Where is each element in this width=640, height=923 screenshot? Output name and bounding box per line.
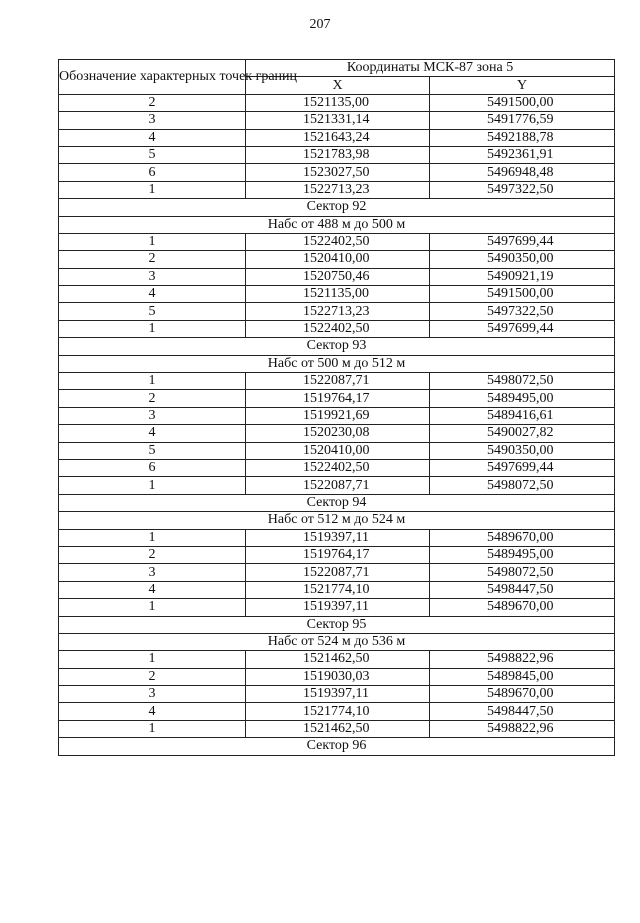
- y-coordinate-cell: 5498822,96: [430, 651, 615, 668]
- table-row: [59, 703, 615, 720]
- header-coordinates-system: Координаты МСК-87 зона 5: [246, 60, 615, 77]
- section-row: [59, 338, 615, 355]
- point-number-cell: 1: [59, 477, 246, 494]
- x-coordinate-cell: 1519921,69: [246, 407, 430, 424]
- point-number-cell: 1: [59, 651, 246, 668]
- coordinates-table: [58, 59, 615, 756]
- table-row: [59, 320, 615, 337]
- point-number-cell: 3: [59, 686, 246, 703]
- section-title: Набс от 512 м до 524 м: [59, 512, 615, 529]
- x-coordinate-cell: 1521783,98: [246, 146, 430, 163]
- y-coordinate-cell: 5489845,00: [430, 668, 615, 685]
- table-row: [59, 651, 615, 668]
- y-coordinate-cell: 5497699,44: [430, 233, 615, 250]
- table-row: [59, 164, 615, 181]
- table-row: [59, 390, 615, 407]
- table-row: [59, 529, 615, 546]
- point-number-cell: 2: [59, 390, 246, 407]
- table-row: [59, 373, 615, 390]
- section-title: Набс от 500 м до 512 м: [59, 355, 615, 372]
- y-coordinate-cell: 5491776,59: [430, 112, 615, 129]
- table-row: [59, 442, 615, 459]
- x-coordinate-cell: 1519764,17: [246, 390, 430, 407]
- point-number-cell: 4: [59, 129, 246, 146]
- table-body: [59, 94, 615, 755]
- x-coordinate-cell: 1522402,50: [246, 459, 430, 476]
- point-number-cell: 6: [59, 164, 246, 181]
- y-coordinate-cell: 5490921,19: [430, 268, 615, 285]
- section-title: Набс от 524 м до 536 м: [59, 633, 615, 650]
- y-coordinate-cell: 5498447,50: [430, 703, 615, 720]
- section-row: [59, 633, 615, 650]
- y-coordinate-cell: 5497699,44: [430, 459, 615, 476]
- point-number-cell: 6: [59, 459, 246, 476]
- table-row: [59, 181, 615, 198]
- point-number-cell: 5: [59, 442, 246, 459]
- section-row: [59, 355, 615, 372]
- point-number-cell: 3: [59, 268, 246, 285]
- section-title: Сектор 95: [59, 616, 615, 633]
- table-row: [59, 686, 615, 703]
- table-row: [59, 425, 615, 442]
- point-number-cell: 4: [59, 703, 246, 720]
- section-title: Набс от 488 м до 500 м: [59, 216, 615, 233]
- table-row: [59, 546, 615, 563]
- point-number-cell: 3: [59, 407, 246, 424]
- y-coordinate-cell: 5491500,00: [430, 286, 615, 303]
- point-number-cell: 2: [59, 668, 246, 685]
- point-number-cell: 1: [59, 529, 246, 546]
- y-coordinate-cell: 5498822,96: [430, 720, 615, 737]
- point-number-cell: 3: [59, 564, 246, 581]
- table-row: [59, 268, 615, 285]
- table-row: [59, 112, 615, 129]
- table-row: [59, 599, 615, 616]
- section-title: Сектор 94: [59, 494, 615, 511]
- y-coordinate-cell: 5489495,00: [430, 546, 615, 563]
- x-coordinate-cell: 1522402,50: [246, 320, 430, 337]
- y-coordinate-cell: 5492361,91: [430, 146, 615, 163]
- table-row: [59, 477, 615, 494]
- y-coordinate-cell: 5490027,82: [430, 425, 615, 442]
- table-row: [59, 668, 615, 685]
- header-point-designation: Обозначение характерных точек границ: [59, 60, 246, 95]
- section-title: Сектор 93: [59, 338, 615, 355]
- x-coordinate-cell: 1520230,08: [246, 425, 430, 442]
- x-coordinate-cell: 1520410,00: [246, 251, 430, 268]
- point-number-cell: 2: [59, 251, 246, 268]
- point-number-cell: 4: [59, 425, 246, 442]
- table-row: [59, 459, 615, 476]
- x-coordinate-cell: 1520750,46: [246, 268, 430, 285]
- section-row: [59, 216, 615, 233]
- x-coordinate-cell: 1523027,50: [246, 164, 430, 181]
- x-coordinate-cell: 1521774,10: [246, 581, 430, 598]
- section-row: [59, 512, 615, 529]
- y-coordinate-cell: 5490350,00: [430, 442, 615, 459]
- x-coordinate-cell: 1521462,50: [246, 651, 430, 668]
- table-row: [59, 286, 615, 303]
- table-row: [59, 129, 615, 146]
- y-coordinate-cell: 5491500,00: [430, 94, 615, 111]
- y-coordinate-cell: 5497322,50: [430, 303, 615, 320]
- section-title: Сектор 92: [59, 199, 615, 216]
- point-number-cell: 5: [59, 303, 246, 320]
- point-number-cell: 1: [59, 233, 246, 250]
- section-row: [59, 738, 615, 755]
- x-coordinate-cell: 1522087,71: [246, 477, 430, 494]
- point-number-cell: 5: [59, 146, 246, 163]
- table-row: [59, 720, 615, 737]
- table-row: [59, 94, 615, 111]
- x-coordinate-cell: 1521462,50: [246, 720, 430, 737]
- table-row: [59, 146, 615, 163]
- page-number: 207: [309, 17, 331, 32]
- x-coordinate-cell: 1520410,00: [246, 442, 430, 459]
- y-coordinate-cell: 5489416,61: [430, 407, 615, 424]
- y-coordinate-cell: 5497322,50: [430, 181, 615, 198]
- y-coordinate-cell: 5489495,00: [430, 390, 615, 407]
- header-x: X: [246, 77, 430, 94]
- x-coordinate-cell: 1521643,24: [246, 129, 430, 146]
- x-coordinate-cell: 1521135,00: [246, 94, 430, 111]
- section-row: [59, 616, 615, 633]
- x-coordinate-cell: 1521135,00: [246, 286, 430, 303]
- x-coordinate-cell: 1519030,03: [246, 668, 430, 685]
- x-coordinate-cell: 1521331,14: [246, 112, 430, 129]
- table-row: [59, 303, 615, 320]
- section-title: Сектор 96: [59, 738, 615, 755]
- point-number-cell: 1: [59, 373, 246, 390]
- table-row: [59, 564, 615, 581]
- table-header: [59, 60, 615, 95]
- y-coordinate-cell: 5498072,50: [430, 373, 615, 390]
- point-number-cell: 1: [59, 599, 246, 616]
- table-row: [59, 407, 615, 424]
- x-coordinate-cell: 1522087,71: [246, 564, 430, 581]
- table-row: [59, 251, 615, 268]
- y-coordinate-cell: 5489670,00: [430, 686, 615, 703]
- y-coordinate-cell: 5498072,50: [430, 477, 615, 494]
- table-row: [59, 581, 615, 598]
- x-coordinate-cell: 1519397,11: [246, 599, 430, 616]
- y-coordinate-cell: 5489670,00: [430, 599, 615, 616]
- header-y: Y: [430, 77, 615, 94]
- section-row: [59, 199, 615, 216]
- y-coordinate-cell: 5496948,48: [430, 164, 615, 181]
- x-coordinate-cell: 1522087,71: [246, 373, 430, 390]
- y-coordinate-cell: 5489670,00: [430, 529, 615, 546]
- point-number-cell: 3: [59, 112, 246, 129]
- y-coordinate-cell: 5498072,50: [430, 564, 615, 581]
- section-row: [59, 494, 615, 511]
- point-number-cell: 2: [59, 546, 246, 563]
- x-coordinate-cell: 1519397,11: [246, 686, 430, 703]
- x-coordinate-cell: 1519397,11: [246, 529, 430, 546]
- point-number-cell: 2: [59, 94, 246, 111]
- x-coordinate-cell: 1522713,23: [246, 303, 430, 320]
- y-coordinate-cell: 5497699,44: [430, 320, 615, 337]
- point-number-cell: 1: [59, 181, 246, 198]
- y-coordinate-cell: 5490350,00: [430, 251, 615, 268]
- point-number-cell: 1: [59, 320, 246, 337]
- x-coordinate-cell: 1521774,10: [246, 703, 430, 720]
- table-row: [59, 233, 615, 250]
- point-number-cell: 4: [59, 581, 246, 598]
- y-coordinate-cell: 5492188,78: [430, 129, 615, 146]
- x-coordinate-cell: 1522402,50: [246, 233, 430, 250]
- point-number-cell: 4: [59, 286, 246, 303]
- point-number-cell: 1: [59, 720, 246, 737]
- x-coordinate-cell: 1519764,17: [246, 546, 430, 563]
- y-coordinate-cell: 5498447,50: [430, 581, 615, 598]
- x-coordinate-cell: 1522713,23: [246, 181, 430, 198]
